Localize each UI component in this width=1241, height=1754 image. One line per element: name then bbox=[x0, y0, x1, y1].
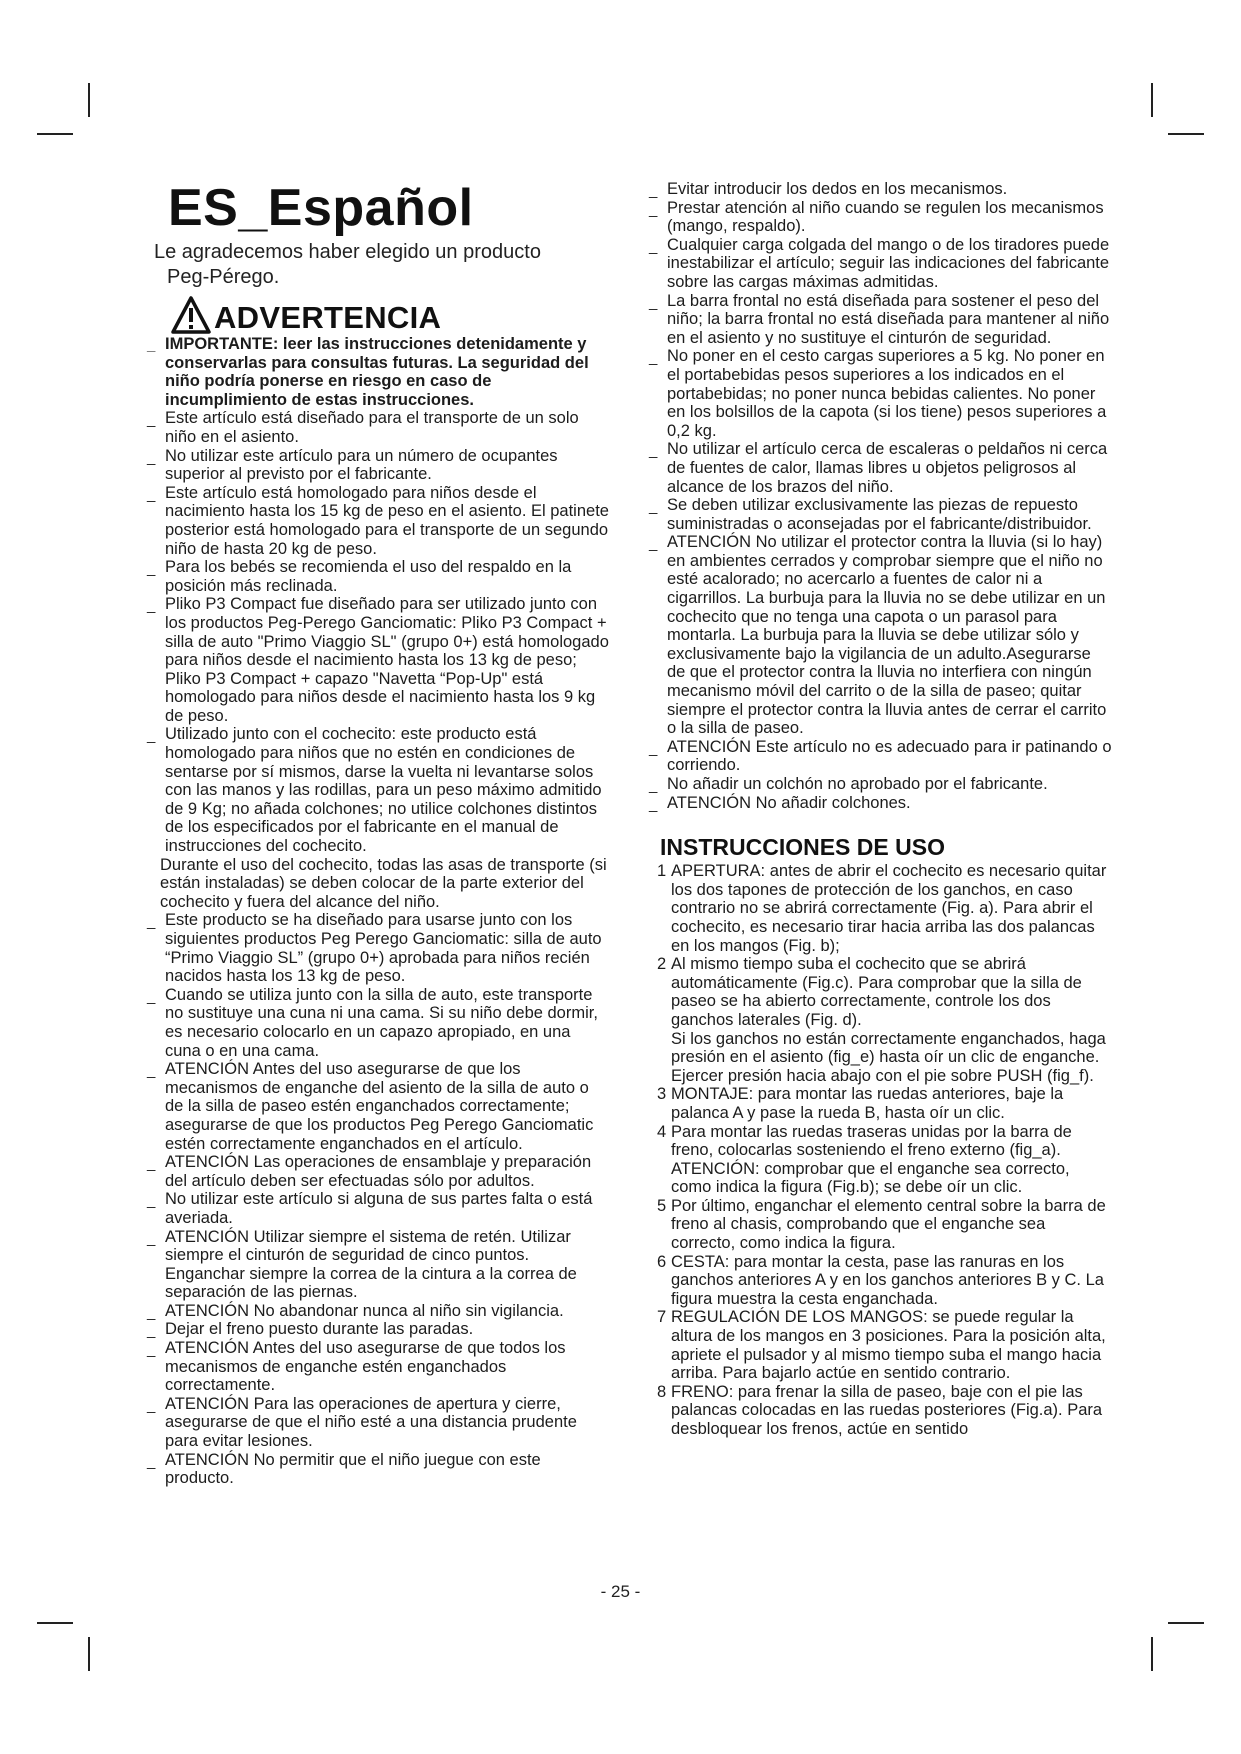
bullet-mark: _ bbox=[649, 498, 658, 516]
warning-item bbox=[649, 775, 1112, 794]
step-text: Al mismo tiempo suba el cochecito que se abrirá automáticamente (Fig.c). Para comprobar que la silla de paseo se ha abierto correctamente, controle los dos ganchos laterales (Fig. d). bbox=[671, 955, 1082, 1029]
warning-item-text: Cualquier carga colgada del mango o de los tiradores puede inestabilizar el artículo; seguir las indicaciones del fabricante sobre las cargas máximas admitidas. bbox=[667, 235, 1110, 291]
instruction-step bbox=[652, 1197, 1112, 1253]
step-number: 3 bbox=[657, 1085, 667, 1104]
bullet-mark: _ bbox=[147, 913, 156, 931]
warning-heading-text: ADVERTENCIA bbox=[214, 300, 442, 335]
warning-item-text: No utilizar este artículo si alguna de sus partes falta o está averiada. bbox=[165, 1190, 593, 1227]
warning-item bbox=[147, 1394, 610, 1451]
crop-mark bbox=[37, 133, 73, 135]
bullet-mark: _ bbox=[147, 1396, 156, 1414]
bullet-mark: _ bbox=[649, 442, 658, 460]
bullet-mark: _ bbox=[147, 1229, 156, 1247]
warning-item bbox=[147, 1320, 610, 1340]
warning-item bbox=[649, 793, 1112, 813]
crop-mark bbox=[37, 1622, 73, 1624]
warning-item-text: Este artículo está diseñado para el transporte de un solo niño en el asiento. bbox=[165, 409, 579, 446]
warning-item-text: Durante el uso del cochecito, todas las asas de transporte (si están instaladas) se deben colocar de la parte exterior del cochecito y fuera del alcance del niño. bbox=[160, 855, 607, 911]
bullet-mark: _ bbox=[147, 727, 156, 745]
bullet-mark: _ bbox=[649, 535, 658, 553]
step-text: FRENO: para frenar la silla de paseo, baje con el pie las palancas colocadas en las ruedas posteriores (Fig.a). Para desbloquear los frenos, actúe en sentido bbox=[671, 1382, 1103, 1438]
warning-item-text: ATENCIÓN No utilizar el protector contra la lluvia (si lo hay) en ambientes cerrados y comprobar siempre que el niño no esté acalorado; no acercarlo a fuentes de calor ni a cigarrillos. La burbuja para la lluvia no se debe utilizar en un cochecito que no tenga una capota o un parasol para montarla. La burbuja para la lluvia se debe utilizar sólo y exclusivamente bajo la vigilancia de un adulto.Asegurarse de que el protector contra la lluvia no interfiera con ningún mecanismo móvil del carrito o de la silla de paseo; quitar siempre el protector contra la lluvia antes de cerrar el carrito o la silla de paseo. bbox=[667, 533, 1107, 738]
warning-item-text: Evitar introducir los dedos en los mecanismos. bbox=[667, 180, 1008, 198]
step-text: Por último, enganchar el elemento central sobre la barra de freno al chasis, comprobando que el enganche sea correcto, como indica la figura. bbox=[671, 1196, 1106, 1253]
step-number: 8 bbox=[657, 1382, 667, 1401]
warning-item-text: ATENCIÓN Utilizar siempre el sistema de retén. Utilizar siempre el cinturón de seguridad de cinco puntos. Enganchar siempre la correa de la cintura a la correa de separación de las piernas. bbox=[165, 1227, 577, 1302]
instruction-steps bbox=[652, 862, 1112, 1438]
bullet-mark: _ bbox=[649, 237, 658, 255]
warning-item-text: Utilizado junto con el cochecito: este producto está homologado para niños que no estén en condiciones de sentarse por sí mismos, darse la vuelta ni levantarse solos con las manos y las rodillas, para un peso máximo admitido de 9 Kg; no añada colchones; no utilice colchones distintos de los especificados por el fabricante en el manual de instrucciones del cochecito. bbox=[165, 725, 602, 856]
warning-item bbox=[147, 1190, 610, 1227]
left-column bbox=[147, 335, 610, 1488]
warning-item-text: ATENCIÓN Para las operaciones de apertura y cierre, asegurarse de que el niño esté a una distancia prudente para evitar lesiones. bbox=[165, 1394, 577, 1451]
bullet-mark: _ bbox=[649, 739, 658, 757]
warning-item-text: Este artículo está homologado para niños desde el nacimiento hasta los 15 kg de peso en el asiento. El patinete posterior está homologado para el transporte de un segundo niño de hasta 20 kg de peso. bbox=[165, 483, 609, 558]
instructions-heading: INSTRUCCIONES DE USO bbox=[660, 834, 945, 861]
instruction-step bbox=[652, 1383, 1112, 1439]
warning-item bbox=[147, 1339, 610, 1395]
warning-item bbox=[147, 725, 610, 856]
warning-item-text: ATENCIÓN Antes del uso asegurarse de que todos los mecanismos de enganche estén enganchados correctamente. bbox=[165, 1339, 566, 1395]
warning-heading bbox=[170, 289, 441, 335]
warning-item-text: La barra frontal no está diseñada para sostener el peso del niño; la barra frontal no está diseñada para mantener al niño en el asiento y no sustituye el cinturón de seguridad. bbox=[667, 291, 1110, 347]
warning-triangle-icon bbox=[170, 295, 212, 335]
instruction-step bbox=[652, 1253, 1112, 1309]
bullet-mark: _ bbox=[147, 1192, 156, 1210]
warning-item bbox=[147, 1227, 610, 1302]
instruction-step bbox=[652, 1123, 1112, 1197]
intro-line: Peg-Pérego. bbox=[167, 266, 280, 288]
crop-mark bbox=[88, 1637, 90, 1671]
warning-item bbox=[649, 180, 1112, 199]
step-number: 2 bbox=[657, 955, 667, 974]
warning-item-text: Para los bebés se recomienda el uso del respaldo en la posición más reclinada. bbox=[165, 558, 572, 595]
warning-item-text: Cuando se utiliza junto con la silla de auto, este transporte no sustituye una cuna ni una cama. Si su niño debe dormir, es necesario colocarlo en un capazo apropiado, en una cuna o en una cama. bbox=[165, 985, 598, 1060]
warning-item-text: No añadir un colchón no aprobado por el fabricante. bbox=[667, 775, 1048, 793]
bullet-mark: _ bbox=[147, 560, 156, 578]
warning-item bbox=[649, 533, 1112, 738]
warning-item bbox=[649, 737, 1112, 775]
step-text: MONTAJE: para montar las ruedas anteriores, baje la palanca A y pase la rueda B, hasta oír un clic. bbox=[671, 1085, 1064, 1122]
step-text: Si los ganchos no están correctamente enganchados, haga presión en el asiento (fig_e) hasta oír un clic de enganche. bbox=[671, 1029, 1106, 1067]
warning-item-text: ATENCIÓN No permitir que el niño juegue con este producto. bbox=[165, 1450, 541, 1488]
step-text: Para montar las ruedas traseras unidas por la barra de freno, colocarlas sosteniendo el freno externo (fig_a). ATENCIÓN: comprobar que el enganche sea correcto, como indica la figura (Fig.b); se debe oír un clic. bbox=[671, 1122, 1072, 1197]
bullet-mark: _ bbox=[649, 795, 658, 813]
right-column bbox=[649, 180, 1112, 1439]
step-text: CESTA: para montar la cesta, pase las ranuras en los ganchos anteriores A y en los ganchos anteriores B y C. La figura muestra la cesta enganchada. bbox=[671, 1252, 1104, 1308]
instruction-step bbox=[652, 955, 1112, 1085]
bullet-mark: _ bbox=[649, 293, 658, 311]
warning-item bbox=[147, 985, 610, 1060]
warning-item bbox=[649, 496, 1112, 533]
bullet-mark: _ bbox=[147, 485, 156, 503]
step-number: 1 bbox=[657, 862, 667, 881]
warning-item-text: Prestar atención al niño cuando se regulen los mecanismos (mango, respaldo). bbox=[667, 198, 1104, 236]
warning-item bbox=[649, 198, 1112, 236]
warning-item bbox=[147, 1060, 610, 1153]
crop-mark bbox=[1168, 1622, 1204, 1624]
step-number: 5 bbox=[657, 1196, 667, 1215]
bullet-mark: _ bbox=[147, 597, 156, 615]
warning-item bbox=[147, 335, 610, 409]
warning-item-text: Este producto se ha diseñado para usarse junto con los siguientes productos Peg Perego Ganciomatic: silla de auto “Primo Viaggio SL” (grupo 0+) aprobada para niños recién nacidos hasta los 13 kg de peso. bbox=[165, 911, 602, 986]
warning-item bbox=[147, 911, 610, 986]
warning-item bbox=[649, 291, 1112, 348]
page-title: ES_Español bbox=[168, 179, 474, 237]
warning-item bbox=[147, 595, 610, 725]
step-text: APERTURA: antes de abrir el cochecito es necesario quitar los dos tapones de protección de los ganchos, en caso contrario no se abrirá correctamente (Fig. a). Para abrir el cochecito, es necesario tirar hacia arriba las dos palancas en los mangos (Fig. b); bbox=[671, 862, 1107, 955]
warning-item bbox=[147, 409, 610, 446]
warning-item-text: ATENCIÓN No abandonar nunca al niño sin vigilancia. bbox=[165, 1301, 564, 1320]
warning-item bbox=[649, 347, 1112, 440]
warning-item-text: ATENCIÓN Las operaciones de ensamblaje y preparación del artículo deben ser efectuadas sólo por adultos. bbox=[165, 1153, 592, 1190]
instruction-step bbox=[652, 862, 1112, 955]
bullet-mark: _ bbox=[147, 337, 156, 354]
document-header bbox=[150, 180, 620, 290]
page-number: - 25 - bbox=[600, 1582, 641, 1601]
step-number: 6 bbox=[657, 1252, 667, 1271]
instruction-step bbox=[652, 1085, 1112, 1122]
warning-item-text: No utilizar el artículo cerca de escaleras o peldaños ni cerca de fuentes de calor, llamas libres u objetos peligrosos al alcance de los brazos del niño. bbox=[667, 440, 1108, 496]
crop-mark bbox=[1168, 133, 1204, 135]
warning-item bbox=[649, 440, 1112, 496]
bullet-mark: _ bbox=[147, 411, 156, 429]
bullet-mark: _ bbox=[147, 1341, 156, 1359]
warning-item bbox=[147, 558, 610, 595]
bullet-mark: _ bbox=[147, 987, 156, 1005]
step-text: Ejercer presión hacia abajo con el pie sobre PUSH (fig_f). bbox=[671, 1066, 1094, 1085]
step-number: 7 bbox=[657, 1308, 667, 1327]
warning-item bbox=[147, 446, 610, 484]
warning-item-text: ATENCIÓN Antes del uso asegurarse de que los mecanismos de enganche del asiento de la silla de auto o de la silla de paseo estén enganchados correctamente; asegurarse de que los productos Peg Perego Ganciomatic estén correctamente enganchados en el artículo. bbox=[165, 1060, 594, 1153]
warning-item-text: No utilizar este artículo para un número de ocupantes superior al previsto por el fabricante. bbox=[165, 446, 558, 484]
warning-item bbox=[147, 1450, 610, 1488]
warning-item bbox=[147, 1153, 610, 1190]
warning-item bbox=[649, 235, 1112, 292]
bullet-mark: _ bbox=[649, 777, 658, 794]
intro-line: Le agradecemos haber elegido un producto bbox=[154, 241, 541, 263]
crop-mark bbox=[1151, 83, 1153, 117]
bullet-mark: _ bbox=[649, 200, 658, 218]
bullet-mark: _ bbox=[649, 349, 658, 367]
warning-item-text: ATENCIÓN Este artículo no es adecuado para ir patinando o corriendo. bbox=[667, 737, 1112, 775]
bullet-mark: _ bbox=[649, 182, 658, 199]
bullet-mark: _ bbox=[147, 1155, 156, 1173]
warning-item-text: Se deben utilizar exclusivamente las piezas de repuesto suministradas o aconsejadas por el fabricante/distribuidor. bbox=[667, 496, 1092, 533]
instruction-step bbox=[652, 1308, 1112, 1382]
bullet-mark: _ bbox=[147, 1062, 156, 1080]
crop-mark bbox=[1151, 1637, 1153, 1671]
warning-item-text: No poner en el cesto cargas superiores a 5 kg. No poner en el portabebidas pesos superiores a los indicados en el portabebidas; no poner nunca bebidas calientes. No poner en los bolsillos de la capota (si los tiene) pesos superiores a 0,2 kg. bbox=[667, 347, 1107, 440]
bullet-mark: _ bbox=[147, 448, 156, 466]
bullet-mark: _ bbox=[147, 1303, 156, 1321]
crop-mark bbox=[88, 83, 90, 117]
bullet-mark: _ bbox=[147, 1322, 156, 1340]
warning-item bbox=[147, 483, 610, 558]
warning-item-text: IMPORTANTE: leer las instrucciones detenidamente y conservarlas para consultas futuras. La seguridad del niño podría ponerse en riesgo en caso de incumplimiento de estas instrucciones. bbox=[165, 335, 589, 409]
warning-item-text: Dejar el freno puesto durante las paradas. bbox=[165, 1320, 474, 1339]
warning-list-continued bbox=[649, 180, 1112, 813]
intro-text bbox=[154, 240, 620, 290]
warning-item bbox=[150, 856, 610, 912]
warning-item-text: ATENCIÓN No añadir colchones. bbox=[667, 793, 911, 812]
step-text: REGULACIÓN DE LOS MANGOS: se puede regular la altura de los mangos en 3 posiciones. Para la posición alta, apriete el pulsador y al mismo tiempo suba el mango hacia arriba. Para bajarlo actúe en sentido contrario. bbox=[671, 1308, 1106, 1383]
warning-item bbox=[147, 1301, 610, 1321]
step-number: 4 bbox=[657, 1122, 667, 1141]
bullet-mark: _ bbox=[147, 1452, 156, 1470]
warning-item-text: Pliko P3 Compact fue diseñado para ser utilizado junto con los productos Peg-Perego Ganciomatic: Pliko P3 Compact + silla de auto "Primo Viaggio SL" (grupo 0+) está homologado para niños desde el nacimiento hasta los 13 kg de peso; Pliko P3 Compact + capazo "Navetta “Pop-Up" está homologado para niños desde el nacimiento hasta los 9 kg de peso. bbox=[165, 595, 609, 725]
